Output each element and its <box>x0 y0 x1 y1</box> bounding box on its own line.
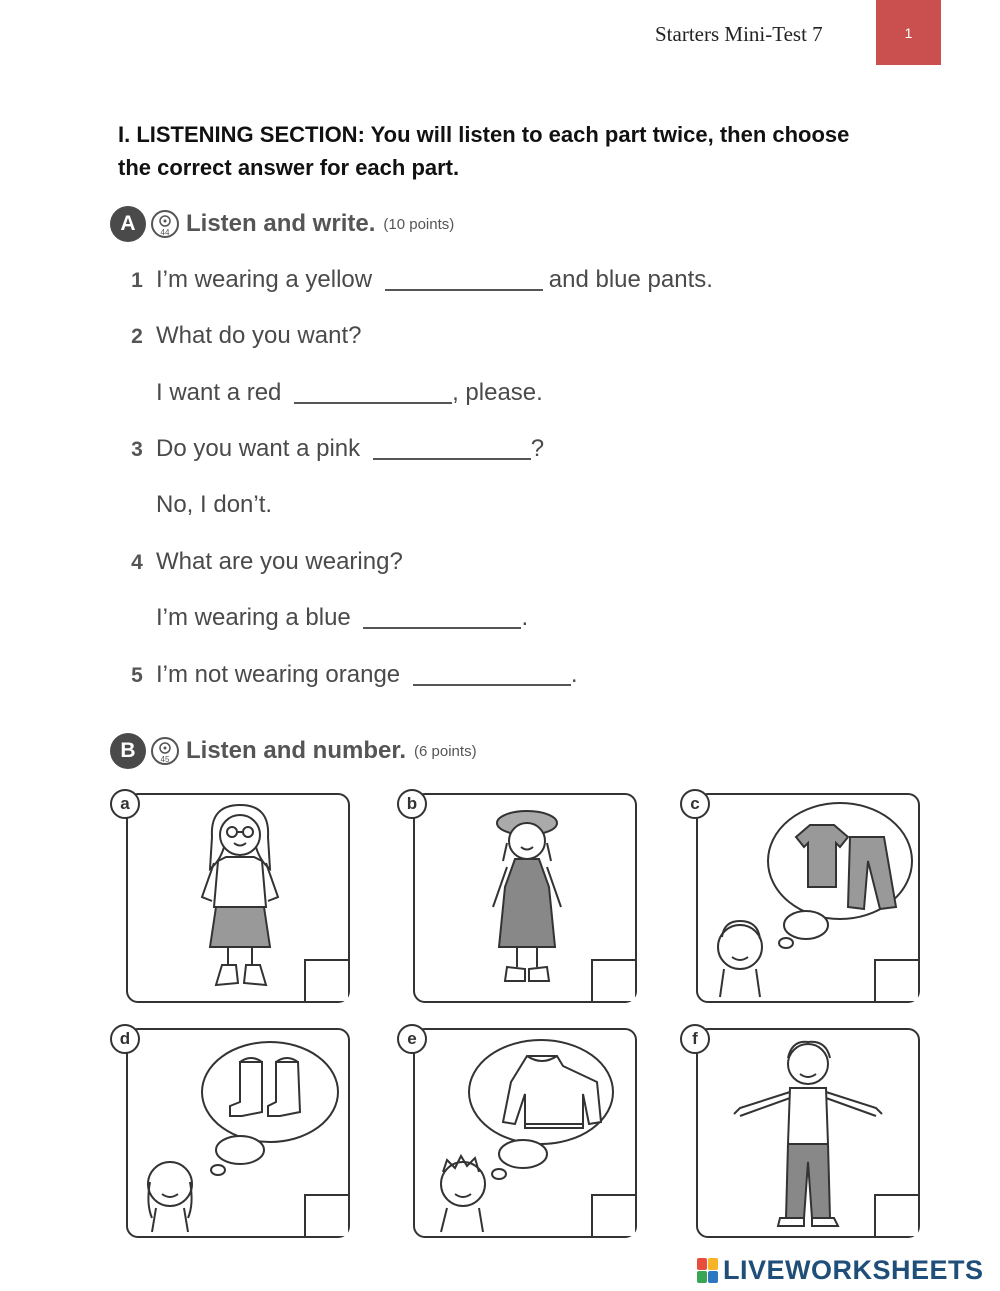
logo-text: LIVEWORKSHEETS <box>723 1255 984 1285</box>
page-number-badge: 1 <box>876 0 941 65</box>
card-label: a <box>110 789 140 819</box>
liveworksheets-logo <box>697 1255 984 1286</box>
section-a-heading <box>110 206 454 242</box>
question-number: 1 <box>131 269 143 292</box>
section-b-points: (6 points) <box>414 742 477 760</box>
question-text: Do you want a pink <box>156 435 361 462</box>
answer-box[interactable] <box>304 959 348 1001</box>
picture-card-b <box>397 793 637 1003</box>
answer-box[interactable] <box>874 1194 918 1236</box>
question-text: What are you wearing? <box>156 548 403 575</box>
question-text-after: . <box>570 661 578 688</box>
question-line <box>118 491 272 519</box>
picture-card-c <box>680 793 920 1003</box>
cd-icon <box>150 209 180 239</box>
picture-card-e <box>397 1028 637 1238</box>
answer-blank[interactable] <box>294 400 452 404</box>
card-label: b <box>397 789 427 819</box>
answer-blank[interactable] <box>385 287 543 291</box>
track-number: 44 <box>160 228 170 237</box>
question-text: What do you want? <box>156 322 362 349</box>
question-line <box>118 604 528 632</box>
question-text: I want a red <box>156 379 282 406</box>
question-number: 4 <box>131 551 143 574</box>
header-title: Starters Mini-Test 7 <box>655 22 823 46</box>
question-text-after: , please. <box>452 379 543 406</box>
question-text: No, I don’t. <box>156 491 273 518</box>
card-label: e <box>397 1024 427 1054</box>
question-line <box>118 266 713 294</box>
question-text-after: . <box>521 604 529 631</box>
answer-box[interactable] <box>304 1194 348 1236</box>
card-label: f <box>680 1024 710 1054</box>
section-b-letter: B <box>110 733 146 769</box>
question-number: 2 <box>131 325 143 348</box>
picture-card-f <box>680 1028 920 1238</box>
question-text: I’m wearing a blue <box>156 604 351 631</box>
picture-card-d <box>110 1028 350 1238</box>
question-line <box>118 379 543 407</box>
track-number: 45 <box>160 755 170 764</box>
question-text-after: and blue pants. <box>548 266 713 293</box>
picture-card-a <box>110 793 350 1003</box>
question-line <box>118 435 544 463</box>
question-line <box>118 548 403 576</box>
answer-box[interactable] <box>591 1194 635 1236</box>
question-text: I’m not wearing orange <box>156 661 401 688</box>
card-label: d <box>110 1024 140 1054</box>
answer-blank[interactable] <box>373 456 531 460</box>
card-label: c <box>680 789 710 819</box>
section-a-title: Listen and write. <box>186 210 376 237</box>
section-a-points: (10 points) <box>383 215 455 233</box>
question-number: 3 <box>131 438 143 461</box>
question-text: I’m wearing a yellow <box>156 266 373 293</box>
section-b-title: Listen and number. <box>186 737 407 764</box>
question-line <box>118 661 577 689</box>
section-a-letter: A <box>110 206 146 242</box>
logo-mark-icon <box>697 1258 719 1284</box>
answer-blank[interactable] <box>413 682 571 686</box>
answer-blank[interactable] <box>363 625 521 629</box>
question-line <box>118 322 361 350</box>
answer-box[interactable] <box>591 959 635 1001</box>
cd-icon <box>150 736 180 766</box>
answer-box[interactable] <box>874 959 918 1001</box>
section-b-heading <box>110 733 477 769</box>
instructions: I. LISTENING SECTION: You will listen to each part twice, then choose the correct answer for each part. <box>118 122 850 180</box>
question-number: 5 <box>131 664 143 687</box>
question-text-after: ? <box>530 435 545 462</box>
